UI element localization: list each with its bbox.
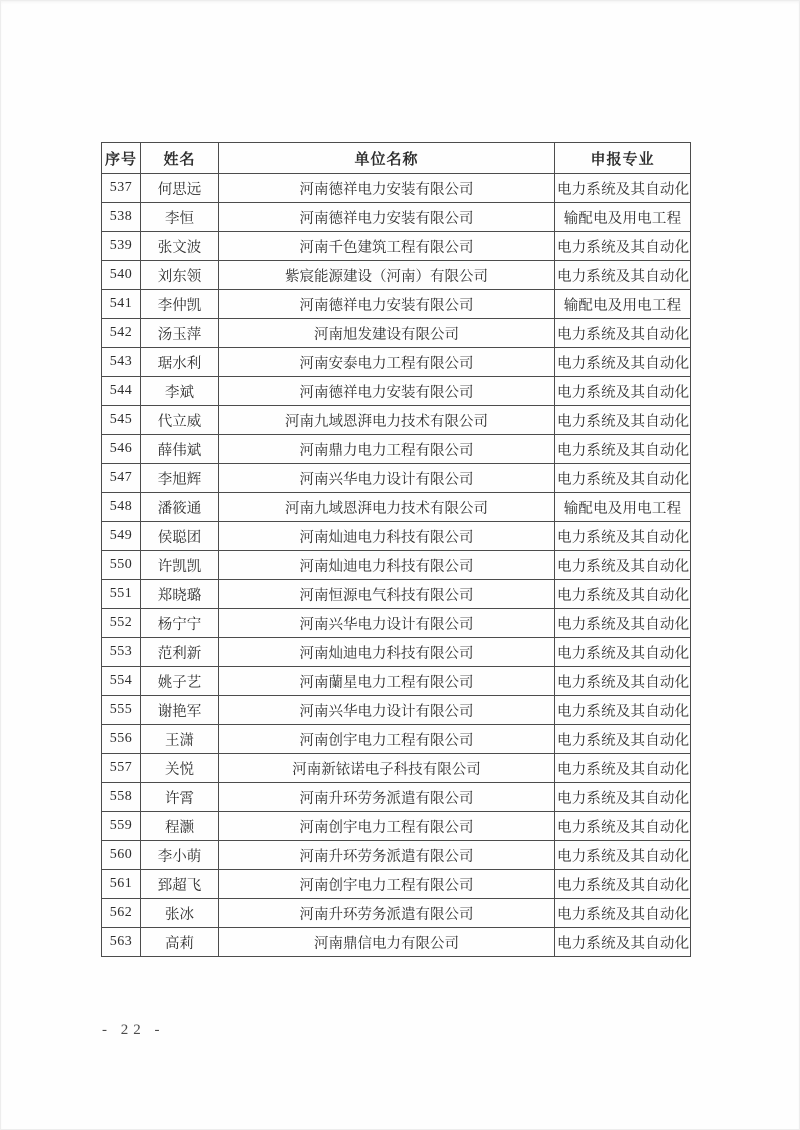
cell-serial-number: 537: [102, 174, 141, 203]
cell-serial-number: 544: [102, 377, 141, 406]
table-row: [102, 812, 691, 841]
cell-company-name: 河南德祥电力安装有限公司: [219, 203, 555, 232]
cell-declared-major: 电力系统及其自动化: [555, 841, 691, 870]
cell-name: 刘东领: [141, 261, 219, 290]
cell-declared-major: 电力系统及其自动化: [555, 377, 691, 406]
cell-company-name: 河南兴华电力设计有限公司: [219, 696, 555, 725]
cell-name: 谢艳军: [141, 696, 219, 725]
table-row: [102, 290, 691, 319]
cell-name: 薛伟斌: [141, 435, 219, 464]
cell-serial-number: 556: [102, 725, 141, 754]
cell-name: 许霄: [141, 783, 219, 812]
table-row: [102, 493, 691, 522]
cell-name: 李旭辉: [141, 464, 219, 493]
cell-company-name: 河南九域恩湃电力技术有限公司: [219, 493, 555, 522]
cell-serial-number: 553: [102, 638, 141, 667]
cell-serial-number: 561: [102, 870, 141, 899]
table-row: [102, 377, 691, 406]
cell-serial-number: 555: [102, 696, 141, 725]
cell-declared-major: 电力系统及其自动化: [555, 928, 691, 957]
cell-serial-number: 554: [102, 667, 141, 696]
cell-serial-number: 563: [102, 928, 141, 957]
table-row: [102, 261, 691, 290]
table-row: [102, 928, 691, 957]
cell-name: 杨宁宁: [141, 609, 219, 638]
cell-name: 李斌: [141, 377, 219, 406]
cell-company-name: 紫宸能源建设（河南）有限公司: [219, 261, 555, 290]
cell-company-name: 河南德祥电力安装有限公司: [219, 377, 555, 406]
cell-serial-number: 559: [102, 812, 141, 841]
cell-name: 张冰: [141, 899, 219, 928]
cell-serial-number: 539: [102, 232, 141, 261]
cell-company-name: 河南德祥电力安装有限公司: [219, 174, 555, 203]
cell-company-name: 河南安泰电力工程有限公司: [219, 348, 555, 377]
cell-declared-major: 电力系统及其自动化: [555, 870, 691, 899]
table-row: [102, 522, 691, 551]
table-row: [102, 696, 691, 725]
cell-name: 琚水利: [141, 348, 219, 377]
table-row: [102, 899, 691, 928]
table-row: [102, 638, 691, 667]
cell-declared-major: 电力系统及其自动化: [555, 319, 691, 348]
cell-declared-major: 电力系统及其自动化: [555, 261, 691, 290]
cell-company-name: 河南升环劳务派遣有限公司: [219, 899, 555, 928]
cell-serial-number: 538: [102, 203, 141, 232]
cell-name: 范利新: [141, 638, 219, 667]
cell-name: 李恒: [141, 203, 219, 232]
cell-name: 李仲凯: [141, 290, 219, 319]
cell-name: 汤玉萍: [141, 319, 219, 348]
cell-declared-major: 电力系统及其自动化: [555, 435, 691, 464]
cell-serial-number: 548: [102, 493, 141, 522]
cell-company-name: 河南创宇电力工程有限公司: [219, 812, 555, 841]
table-body: [102, 174, 691, 957]
header-declared-major: 申报专业: [555, 143, 691, 174]
cell-name: 潘筱通: [141, 493, 219, 522]
cell-serial-number: 543: [102, 348, 141, 377]
table-row: [102, 725, 691, 754]
cell-name: 郑晓璐: [141, 580, 219, 609]
cell-declared-major: 电力系统及其自动化: [555, 348, 691, 377]
table-row: [102, 406, 691, 435]
cell-company-name: 河南蘭星电力工程有限公司: [219, 667, 555, 696]
table-header-row: [102, 143, 691, 174]
cell-serial-number: 552: [102, 609, 141, 638]
table-row: [102, 870, 691, 899]
cell-company-name: 河南创宇电力工程有限公司: [219, 870, 555, 899]
table-row: [102, 580, 691, 609]
table-row: [102, 754, 691, 783]
table-row: [102, 667, 691, 696]
cell-name: 张文波: [141, 232, 219, 261]
table-row: [102, 464, 691, 493]
cell-serial-number: 550: [102, 551, 141, 580]
cell-declared-major: 电力系统及其自动化: [555, 783, 691, 812]
table-row: [102, 783, 691, 812]
cell-company-name: 河南兴华电力设计有限公司: [219, 609, 555, 638]
cell-company-name: 河南升环劳务派遣有限公司: [219, 841, 555, 870]
cell-declared-major: 电力系统及其自动化: [555, 580, 691, 609]
cell-company-name: 河南新铱诺电子科技有限公司: [219, 754, 555, 783]
cell-serial-number: 541: [102, 290, 141, 319]
cell-declared-major: 电力系统及其自动化: [555, 522, 691, 551]
cell-serial-number: 558: [102, 783, 141, 812]
cell-company-name: 河南千色建筑工程有限公司: [219, 232, 555, 261]
cell-name: 何思远: [141, 174, 219, 203]
cell-serial-number: 546: [102, 435, 141, 464]
cell-company-name: 河南升环劳务派遣有限公司: [219, 783, 555, 812]
cell-declared-major: 电力系统及其自动化: [555, 174, 691, 203]
cell-declared-major: 输配电及用电工程: [555, 290, 691, 319]
cell-declared-major: 输配电及用电工程: [555, 493, 691, 522]
cell-declared-major: 电力系统及其自动化: [555, 667, 691, 696]
cell-serial-number: 547: [102, 464, 141, 493]
cell-name: 代立威: [141, 406, 219, 435]
cell-name: 程灏: [141, 812, 219, 841]
cell-name: 关悦: [141, 754, 219, 783]
cell-serial-number: 562: [102, 899, 141, 928]
table-row: [102, 609, 691, 638]
cell-name: 李小萌: [141, 841, 219, 870]
cell-declared-major: 电力系统及其自动化: [555, 232, 691, 261]
cell-serial-number: 551: [102, 580, 141, 609]
table-row: [102, 174, 691, 203]
table-row: [102, 232, 691, 261]
cell-declared-major: 电力系统及其自动化: [555, 406, 691, 435]
table-row: [102, 203, 691, 232]
cell-declared-major: 电力系统及其自动化: [555, 812, 691, 841]
page-number: - 22 -: [102, 1022, 165, 1038]
cell-declared-major: 电力系统及其自动化: [555, 551, 691, 580]
cell-declared-major: 电力系统及其自动化: [555, 609, 691, 638]
cell-company-name: 河南旭发建设有限公司: [219, 319, 555, 348]
cell-serial-number: 557: [102, 754, 141, 783]
cell-company-name: 河南灿迪电力科技有限公司: [219, 522, 555, 551]
header-name: 姓名: [141, 143, 219, 174]
cell-name: 高莉: [141, 928, 219, 957]
cell-declared-major: 电力系统及其自动化: [555, 696, 691, 725]
header-company-name: 单位名称: [219, 143, 555, 174]
cell-company-name: 河南鼎力电力工程有限公司: [219, 435, 555, 464]
cell-declared-major: 输配电及用电工程: [555, 203, 691, 232]
header-serial-number: 序号: [102, 143, 141, 174]
table-row: [102, 551, 691, 580]
cell-declared-major: 电力系统及其自动化: [555, 725, 691, 754]
cell-company-name: 河南九域恩湃电力技术有限公司: [219, 406, 555, 435]
cell-declared-major: 电力系统及其自动化: [555, 464, 691, 493]
cell-name: 郅超飞: [141, 870, 219, 899]
table-row: [102, 435, 691, 464]
cell-name: 王潇: [141, 725, 219, 754]
cell-company-name: 河南创宇电力工程有限公司: [219, 725, 555, 754]
cell-company-name: 河南德祥电力安装有限公司: [219, 290, 555, 319]
cell-declared-major: 电力系统及其自动化: [555, 638, 691, 667]
cell-serial-number: 560: [102, 841, 141, 870]
roster-table: [101, 142, 691, 957]
table-row: [102, 319, 691, 348]
cell-name: 许凯凯: [141, 551, 219, 580]
cell-company-name: 河南灿迪电力科技有限公司: [219, 551, 555, 580]
cell-company-name: 河南灿迪电力科技有限公司: [219, 638, 555, 667]
cell-name: 姚子艺: [141, 667, 219, 696]
cell-declared-major: 电力系统及其自动化: [555, 754, 691, 783]
table-row: [102, 841, 691, 870]
cell-name: 侯聪团: [141, 522, 219, 551]
cell-serial-number: 542: [102, 319, 141, 348]
cell-company-name: 河南鼎信电力有限公司: [219, 928, 555, 957]
cell-company-name: 河南兴华电力设计有限公司: [219, 464, 555, 493]
cell-serial-number: 549: [102, 522, 141, 551]
cell-company-name: 河南恒源电气科技有限公司: [219, 580, 555, 609]
cell-declared-major: 电力系统及其自动化: [555, 899, 691, 928]
cell-serial-number: 540: [102, 261, 141, 290]
table-row: [102, 348, 691, 377]
cell-serial-number: 545: [102, 406, 141, 435]
